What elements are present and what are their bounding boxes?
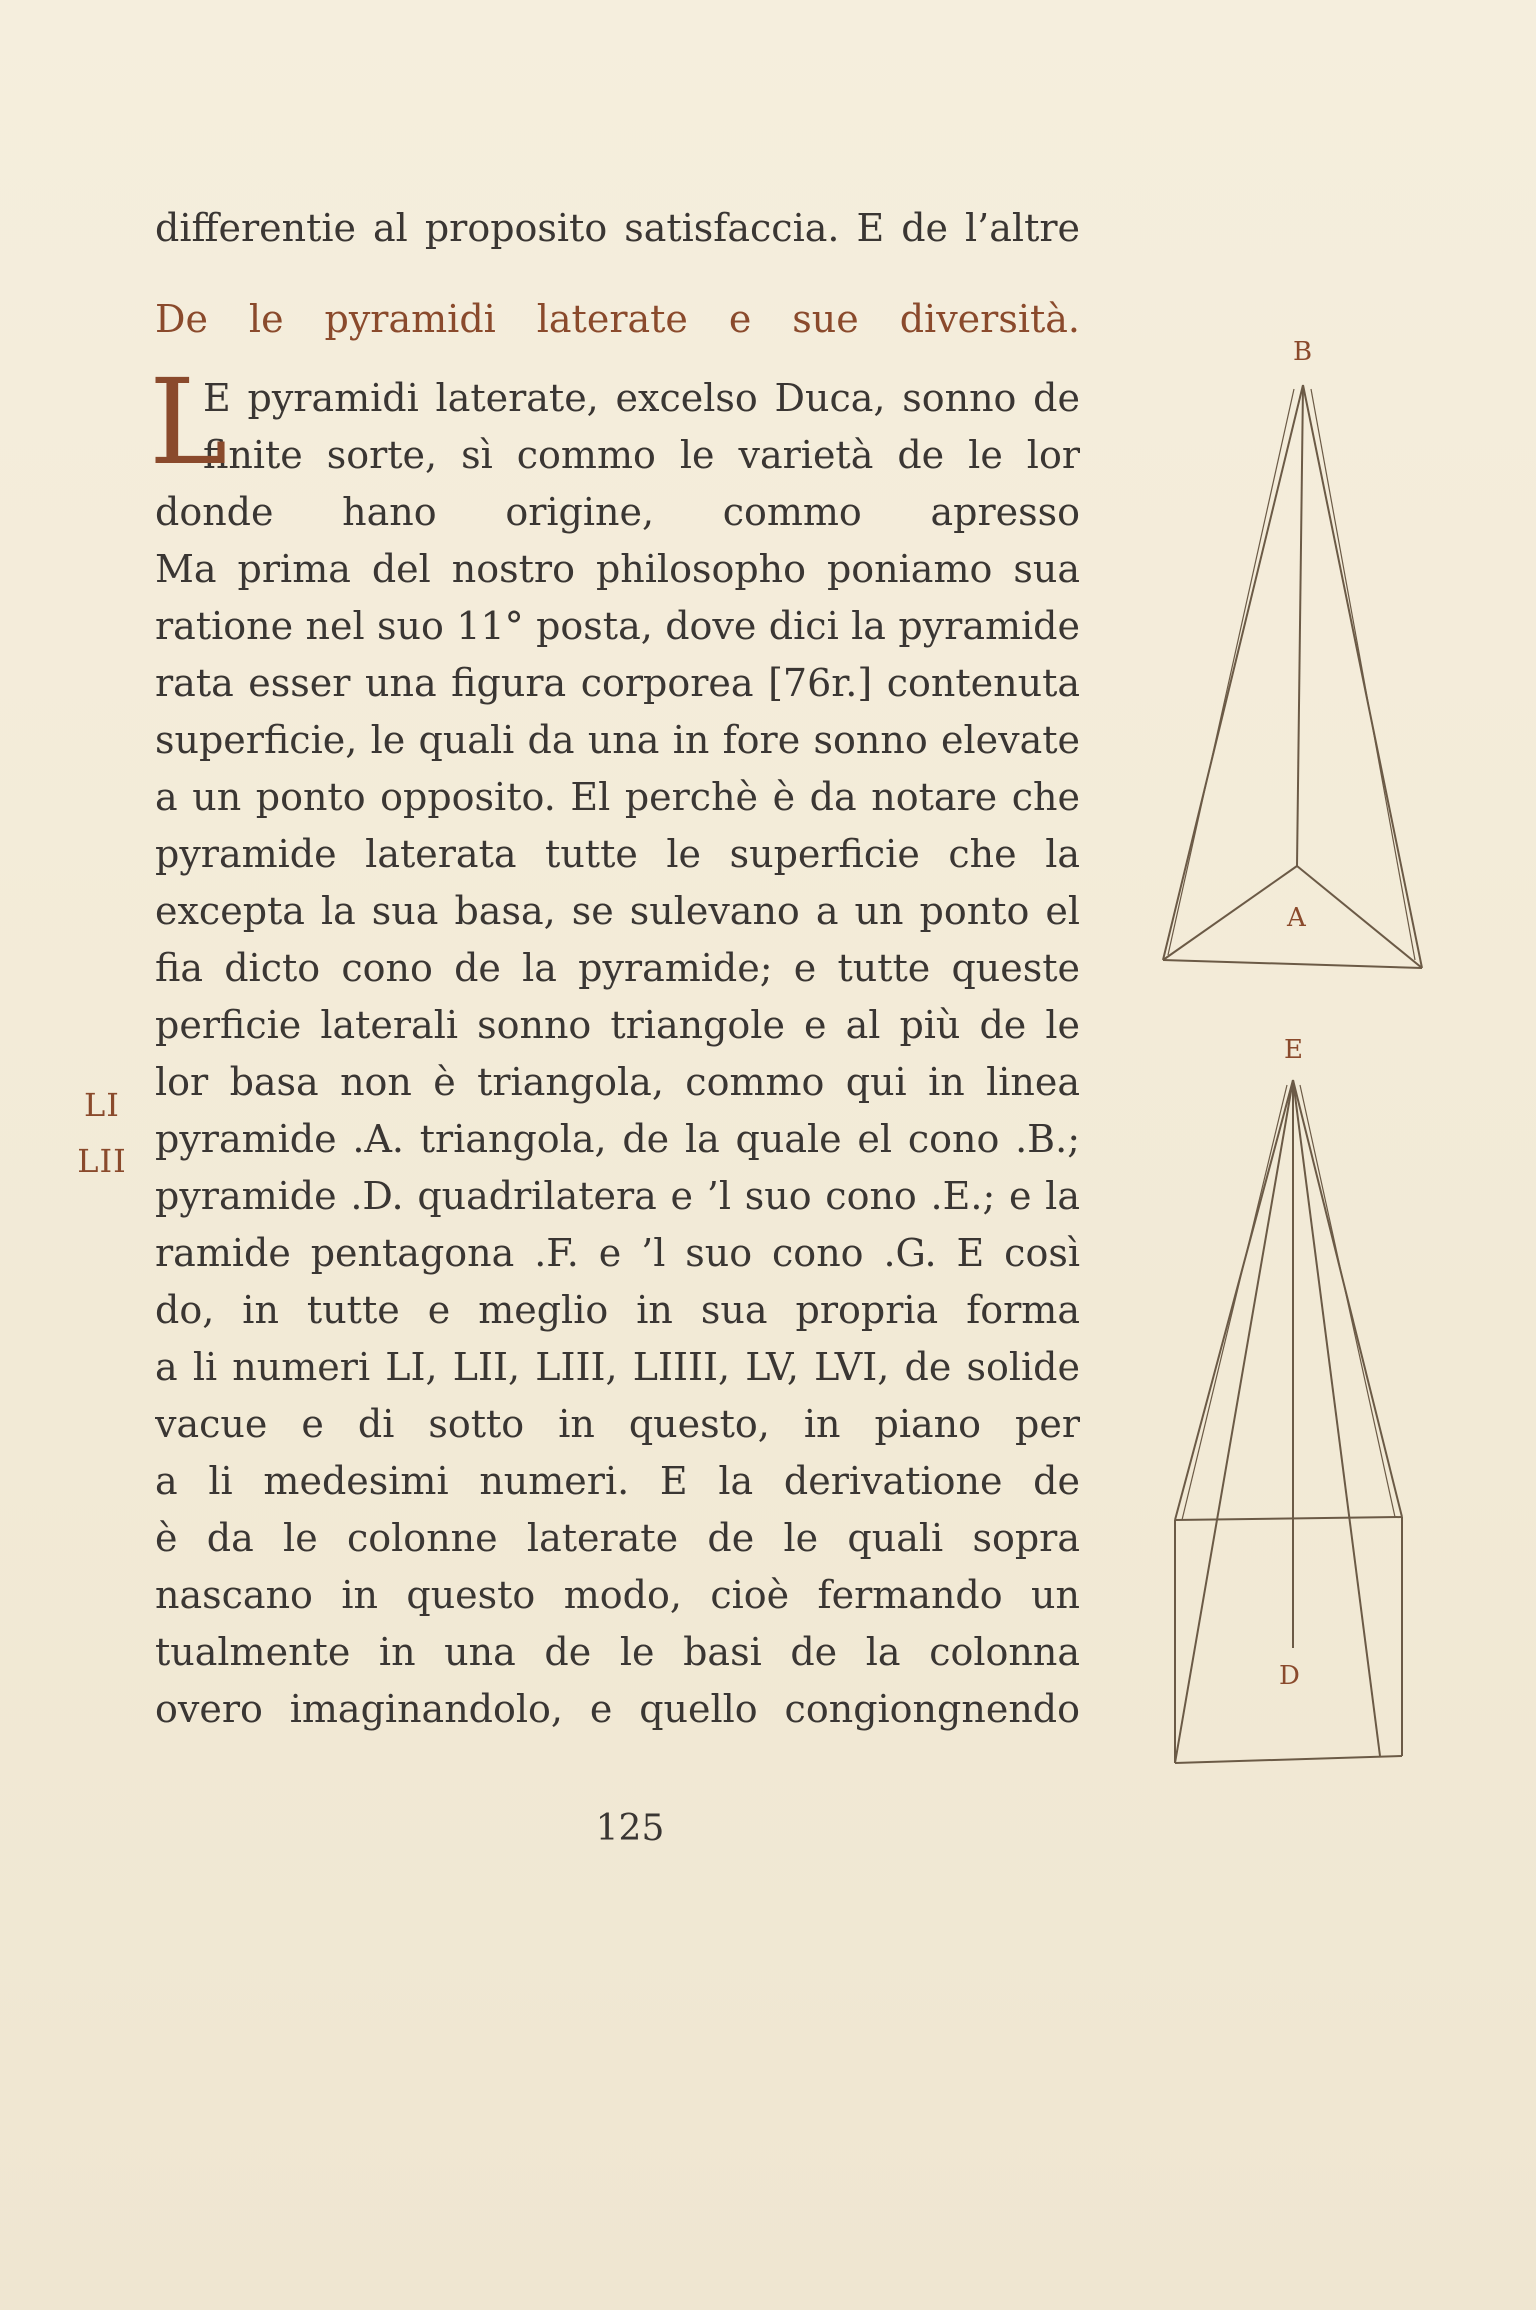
drop-capital: L — [149, 353, 228, 491]
triangular-pyramid-figure — [1163, 385, 1422, 968]
label-b: B — [1293, 337, 1313, 367]
page-number: 125 — [595, 1808, 665, 1849]
text-line: nascano in questo modo, cioè fermando un — [155, 1573, 1080, 1617]
text-line: ratione nel suo 11° posta, dove dici la pyramide — [155, 604, 1080, 648]
pyramid-edge — [1175, 1080, 1293, 1763]
pyramid-edge — [1163, 385, 1303, 960]
text-line: fia dicto cono de la pyramide; e tutte queste — [155, 946, 1080, 990]
margin-note-lii: LII — [77, 1142, 127, 1180]
text-line: overo imaginandolo, e quello congiongnendo — [155, 1687, 1080, 1731]
text-line: tualmente in una de le basi de la colonna — [155, 1630, 1080, 1674]
text-line: lor basa non è triangola, commo qui in linea — [155, 1060, 1080, 1104]
text-line: a li numeri LI, LII, LIII, LIIII, LV, LVI, de solide — [155, 1345, 1080, 1389]
base-edge — [1175, 1517, 1402, 1520]
text-line: excepta la sua basa, se sulevano a un ponto el — [155, 889, 1080, 933]
text-line: pyramide .D. quadrilatera e ’l suo cono .E.; e la — [155, 1174, 1080, 1218]
label-e: E — [1284, 1035, 1303, 1065]
label-d: D — [1279, 1661, 1300, 1691]
text-line: a li medesimi numeri. E la derivatione de — [155, 1459, 1080, 1503]
text-line: Ma prima del nostro philosopho poniamo sua — [155, 547, 1080, 591]
pyramid-edge-double — [1182, 1085, 1287, 1520]
text-line: ramide pentagona .F. e ’l suo cono .G. E così — [155, 1231, 1080, 1275]
pyramid-edge-double — [1168, 389, 1294, 955]
text-line: vacue e di sotto in questo, in piano per — [155, 1402, 1080, 1446]
text-line: differentie al proposito satisfaccia. E de l’altre — [155, 206, 1080, 250]
text-line: è da le colonne laterate de le quali sopra — [155, 1516, 1080, 1560]
text-line: finite sorte, sì commo le varietà de le lor — [203, 433, 1080, 477]
base-edge — [1163, 960, 1422, 968]
pyramid-edge — [1303, 385, 1422, 968]
margin-note-li: LI — [84, 1086, 120, 1124]
text-line: rata esser una figura corporea [76r.] contenuta — [155, 661, 1080, 705]
text-line: a un ponto opposito. El perchè è da notare che — [155, 775, 1080, 819]
pyramid-edge — [1175, 1080, 1293, 1520]
text-line: E pyramidi laterate, excelso Duca, sonno de — [203, 376, 1080, 420]
text-line: do, in tutte e meglio in sua propria forma — [155, 1288, 1080, 1332]
pyramid-edge-double — [1311, 389, 1415, 960]
label-a: A — [1287, 903, 1306, 933]
chapter-heading: De le pyramidi laterate e sue diversità. — [155, 297, 1080, 341]
text-line: donde hano origine, commo apresso — [155, 490, 1080, 534]
pyramid-edge — [1293, 1080, 1380, 1756]
text-line: perficie laterali sonno triangole e al più de le — [155, 1003, 1080, 1047]
pyramid-edge-double — [1300, 1085, 1395, 1517]
pyramid-edge — [1297, 385, 1303, 866]
text-line: pyramide laterata tutte le superficie che la — [155, 832, 1080, 876]
base-edge — [1297, 866, 1422, 968]
base-edge — [1175, 1756, 1402, 1763]
text-line: superficie, le quali da una in fore sonno elevate — [155, 718, 1080, 762]
text-line: pyramide .A. triangola, de la quale el cono .B.; — [155, 1117, 1080, 1161]
